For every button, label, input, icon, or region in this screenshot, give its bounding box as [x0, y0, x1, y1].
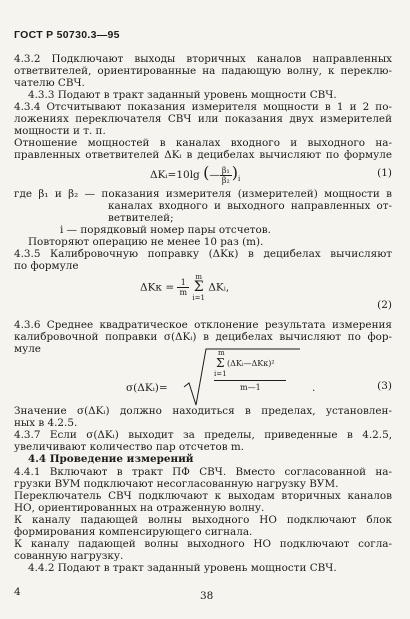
- fraction-bar: [214, 380, 286, 381]
- text-line: грузки ВУМ подключают несогласованную нагрузку ВУМ.: [14, 477, 339, 490]
- text-line: ных в 4.2.5.: [14, 417, 78, 430]
- text-line: К каналу падающей волны выходного НО подключают блок: [14, 513, 392, 526]
- equation-number-1: (1): [377, 167, 392, 180]
- formula-2-lhs: ΔKк =: [140, 281, 175, 294]
- text-line: i — порядковый номер пары отсчетов.: [60, 223, 271, 236]
- text-line: ложениях переключателя СВЧ или показания двух измерителей: [14, 113, 392, 126]
- formula-2-fraction: $\frac{1}{m}$: [179, 278, 188, 298]
- text-line: где β₁ и β₂ — показания измерителя (измерителей) мощности в: [14, 187, 392, 200]
- text-line: Переключатель СВЧ подключают к выходам вторичных каналов: [14, 489, 392, 502]
- page-number: 38: [200, 590, 214, 602]
- text-line: Отношение мощностей в каналах входного и выходного на-: [14, 137, 392, 150]
- sigma-icon: Σ: [216, 356, 225, 371]
- text-line: мощности и т. п.: [14, 125, 106, 138]
- text-line: 4.3.6 Среднее квадратическое отклонение результата измерения: [14, 318, 392, 331]
- text-line: 4.4.1 Включают в тракт ПФ СВЧ. Вместо согласованной на-: [14, 465, 392, 478]
- sqrt-sign-icon: [182, 347, 302, 407]
- formula-3-numerator: (ΔKᵢ—ΔKк)²: [227, 359, 275, 369]
- formula-2-rhs: ΔKᵢ,: [208, 281, 230, 294]
- text-line: 4.3.7 Если σ(ΔKᵢ) выходит за пределы, приведенные в 4.2.5,: [14, 429, 392, 442]
- formula-2: [140, 273, 229, 302]
- formula-3: σ(ΔKᵢ)= m Σ (ΔKᵢ—ΔKк)² i=1 m—1 .: [126, 347, 326, 409]
- text-line: Значение σ(ΔKᵢ) должно находиться в пределах, установлен-: [14, 405, 392, 418]
- text-line: по формуле: [14, 260, 79, 273]
- text-line: 4.3.2 Подключают выходы вторичных каналов направленных: [14, 52, 392, 65]
- formula-3-sum-bottom: i=1: [214, 370, 227, 379]
- text-line: ветвителей;: [108, 211, 174, 224]
- text-line: формирования компенсирующего сигнала.: [14, 526, 253, 539]
- section-heading: 4.4 Проведение измерений: [28, 453, 194, 466]
- text-line: правленных ответвителей ΔKᵢ в децибелах вычисляют по формуле: [14, 149, 392, 162]
- equation-number-2: (2): [377, 299, 392, 312]
- formula-1-fraction: $\frac{\text{β₁}}{\text{β₂}}$: [221, 165, 230, 185]
- equation-number-3: (3): [377, 380, 392, 392]
- text-line: увеличивают количество пар отсчетов m.: [14, 441, 245, 454]
- text-line: каналах входного и выходного направленных от-: [108, 199, 392, 212]
- formula-1: ΔKᵢ=10lg (— $\frac{\text{β₁}}{\text{β₂}}$ )$_i$: [150, 163, 241, 185]
- footer-number: 4: [14, 586, 21, 598]
- formula-1-lhs: ΔKᵢ=10lg: [150, 169, 200, 182]
- text-line: ответвителей, ориентированные на падающую волну, к переклю-: [14, 64, 392, 77]
- text-line: чателю СВЧ.: [14, 76, 85, 89]
- formula-3-lhs: σ(ΔKᵢ)=: [126, 382, 168, 395]
- text-line: 4.3.3 Подают в тракт заданный уровень мощности СВЧ.: [28, 88, 337, 101]
- text-line: 4.3.4 Отсчитывают показания измерителя мощности в 1 и 2 по-: [14, 101, 392, 113]
- text-line: сованную нагрузку.: [14, 550, 124, 563]
- formula-2-sum: m Σ i=1: [192, 273, 205, 303]
- text-line: НО, ориентированных на отраженную волну.: [14, 501, 265, 514]
- formula-3-sum-top: m: [218, 349, 225, 358]
- document-header: ГОСТ Р 50730.3—95: [14, 29, 120, 41]
- text-line: Повторяют операцию не менее 10 раз (m).: [28, 235, 264, 248]
- formula-3-denominator: m—1: [240, 383, 261, 393]
- text-line: калибровочной поправки σ(ΔKᵢ) в децибелах вычисляют по фор-: [14, 330, 392, 343]
- text-line: К каналу падающей волны выходного НО подключают согла-: [14, 538, 392, 551]
- text-line: муле: [14, 342, 41, 355]
- text-line: 4.3.5 Калибровочную поправку (ΔKк) в децибелах вычисляют: [14, 247, 392, 260]
- text-line: 4.4.2 Подают в тракт заданный уровень мощности СВЧ.: [28, 562, 337, 575]
